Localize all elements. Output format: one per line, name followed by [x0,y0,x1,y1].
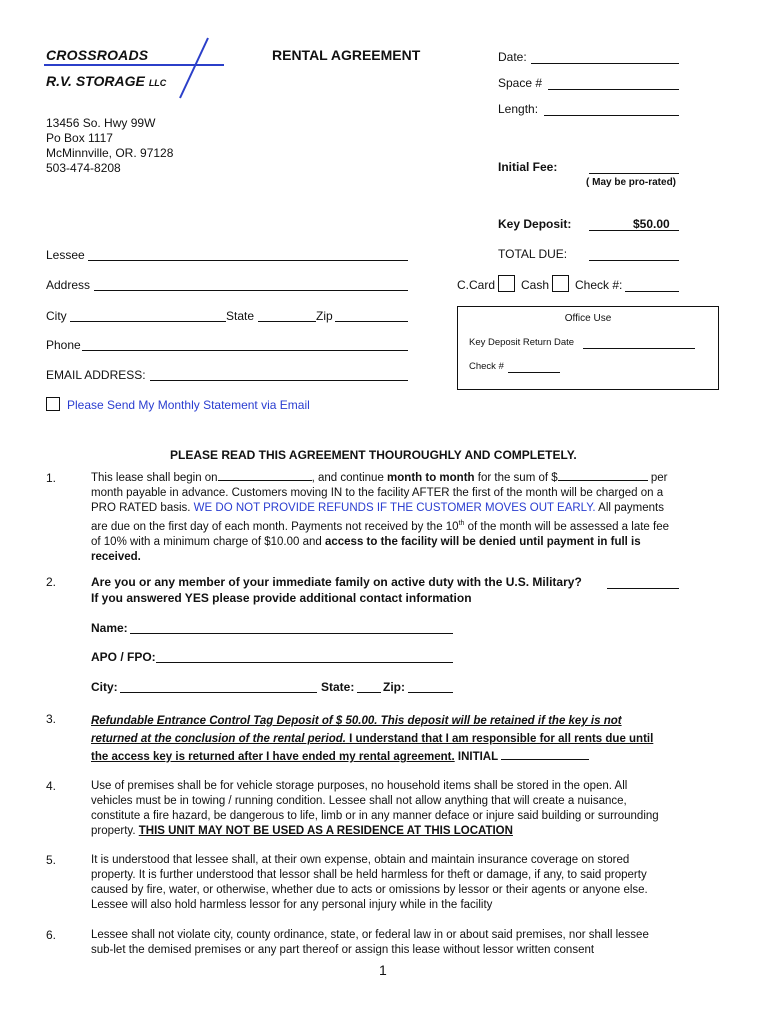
section-5-text: It is understood that lessee shall, at their own expense, obtain and maintain insurance coverage on stored property. It is further understood that lessor shall be held harmless for theft or damage, if any, to said property caused by fire, water, or otherwise, whether due to acts or omissions by lessor or their agents or anyone else. Lessee will also hold harmless lessor for any personal injury while in the facility [91,854,648,911]
zip-field[interactable] [335,321,408,322]
office-check-field[interactable] [508,372,560,373]
military-answer-field[interactable] [607,588,679,589]
section-4-text: Use of premises shall be for vehicle storage purposes, no household items shall be stored in the open. All vehicles must be in towing / running condition. Lessee shall not allow anything that will create a nuisance, constitute a fire hazard, be dangerous to life, limb or in any manner deface or injure said building or surrounding property. THIS UNIT MAY NOT BE USED AS A RESIDENCE AT THIS LOCATION [91,780,659,837]
company-name-line2: R.V. STORAGE LLC [46,73,167,89]
military-instruction: If you answered YES please provide additional contact information [91,591,472,605]
cash-label: Cash [521,278,550,292]
lessee-label: Lessee [46,248,85,262]
military-zip-label: Zip: [383,680,405,694]
date-field[interactable] [531,63,679,64]
phone-field[interactable] [82,350,408,351]
city-field[interactable] [70,321,226,322]
date-label: Date: [498,50,527,64]
email-label: EMAIL ADDRESS: [46,368,146,382]
company-name-line1: CROSSROADS [46,47,149,63]
city-label: City [46,309,67,323]
initial-fee-label: Initial Fee: [498,160,558,174]
total-due-field[interactable] [589,260,679,261]
section-6-number: 6. [46,928,57,942]
military-question: Are you or any member of your immediate family on active duty with the U.S. Military? [91,575,582,589]
section-1-number: 1. [46,471,57,485]
address-field[interactable] [94,290,408,291]
section-3-text: Refundable Entrance Control Tag Deposit of $ 50.00. This deposit will be retained if the key is not returned at the conclusion of the rental period. I understand that I am responsible for all rents due until the access key is returned after I have ended my rental agreement. INITIAL [91,715,654,763]
address-label: Address [46,278,91,292]
office-check-label: Check # [469,361,504,372]
ccard-checkbox[interactable] [498,275,515,292]
state-field[interactable] [258,321,316,322]
key-deposit-return-field[interactable] [583,348,695,349]
apo-label: APO / FPO: [91,650,156,664]
section-4-number: 4. [46,779,57,793]
lessee-field[interactable] [88,260,408,261]
length-label: Length: [498,102,539,116]
military-name-label: Name: [91,621,128,635]
length-field[interactable] [544,115,679,116]
military-name-field[interactable] [130,633,453,634]
key-deposit-value: $50.00 [633,217,670,231]
phone-label: Phone [46,338,81,352]
section-5-number: 5. [46,853,57,867]
page-title: RENTAL AGREEMENT [272,47,421,63]
section-1-text: This lease shall begin on , and continue month to month for the sum of $ per month payable in advance. Customers moving IN to the facility AFTER the first of the month will be charged on a PRO RATED basis. WE DO NOT PROVIDE REFUNDS IF THE CUSTOMER MOVES OUT EARLY. All payments are due on the first day of each month. Payments not received by the 10th of the month will be assessed a late fee of 10% with a minimum charge of $10.00 and access to the facility will be denied until payment in full is received. [91,472,670,563]
military-zip-field[interactable] [408,692,453,693]
office-use-heading: Office Use [564,313,612,324]
military-state-field[interactable] [357,692,381,693]
email-statement-checkbox[interactable] [46,397,60,411]
total-due-label: TOTAL DUE: [498,247,568,261]
state-label: State [226,309,255,323]
section-2-number: 2. [46,575,57,589]
email-statement-label: Please Send My Monthly Statement via Email [67,398,310,412]
military-city-field[interactable] [120,692,317,693]
logo-slash-icon [176,36,212,100]
space-label: Space # [498,76,543,90]
email-field[interactable] [150,380,408,381]
key-deposit-return-label: Key Deposit Return Date [469,337,575,348]
military-state-label: State: [321,680,355,694]
ccard-label: C.Card [457,278,496,292]
zip-label: Zip [316,309,333,323]
cash-checkbox[interactable] [552,275,569,292]
page-number: 1 [379,962,387,978]
space-field[interactable] [548,89,679,90]
apo-field[interactable] [156,662,453,663]
company-address: 13456 So. Hwy 99W Po Box 1117 McMinnville, OR. 97128 503-474-8208 [46,116,174,175]
key-deposit-label: Key Deposit: [498,217,572,231]
section-6-text: Lessee shall not violate city, county ordinance, state, or federal law in or about said premises, nor shall lessee sub-let the demised premises or any part thereof or assign this lease without lessor written consent [91,929,649,956]
prorated-note: ( May be pro-rated) [586,177,677,188]
section-3-number: 3. [46,712,57,726]
key-deposit-line [589,230,679,231]
military-city-label: City: [91,680,118,694]
office-use-box [457,306,719,390]
initial-fee-field[interactable] [589,173,679,174]
check-number-field[interactable] [625,291,679,292]
check-label: Check #: [575,278,623,292]
instruction-heading: PLEASE READ THIS AGREEMENT THOUROUGHLY AND COMPLETELY. [170,448,577,462]
